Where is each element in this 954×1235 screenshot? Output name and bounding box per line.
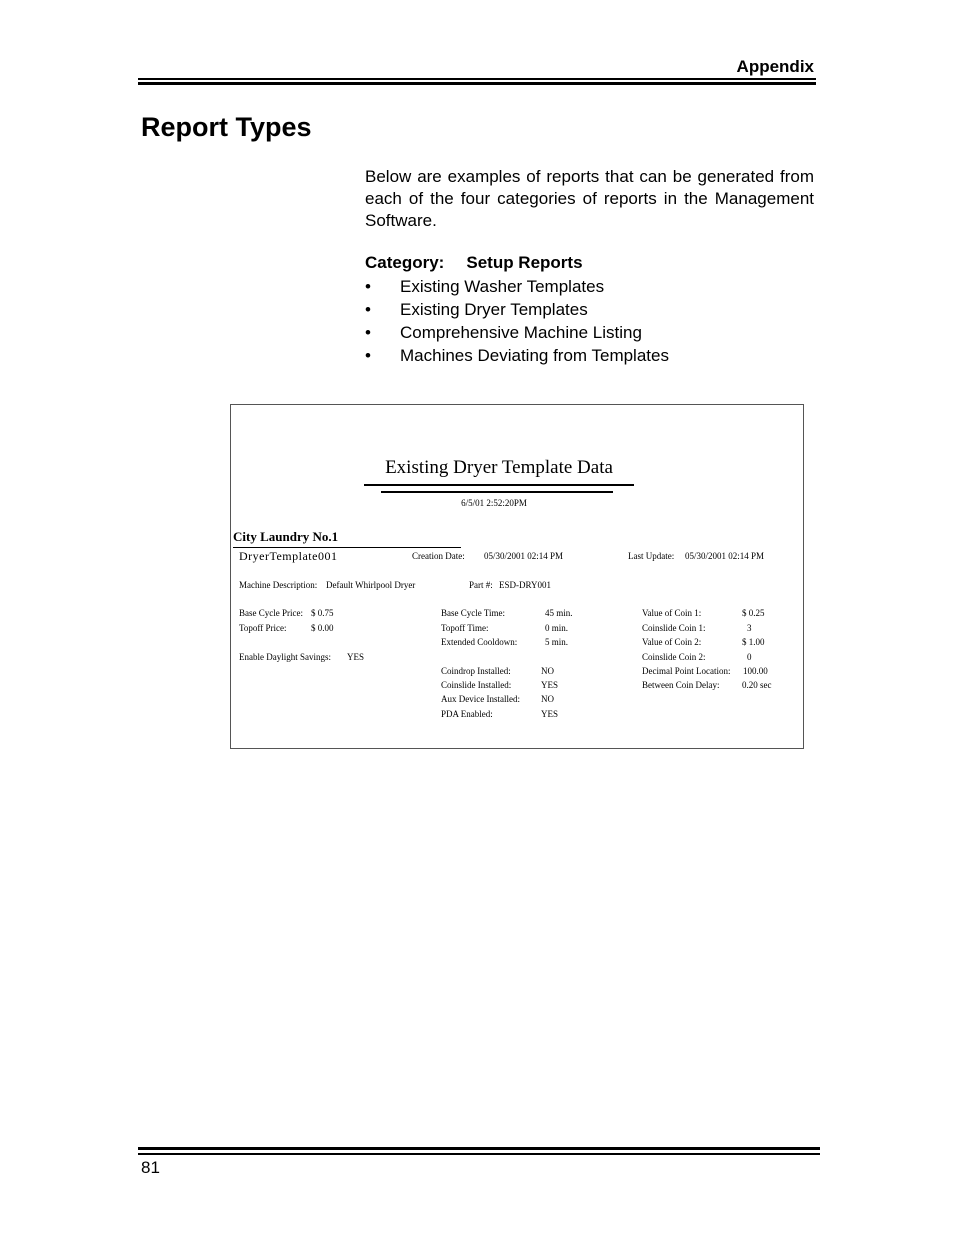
field-value: 5 min.	[545, 637, 569, 647]
field-value: 100.00	[743, 666, 768, 676]
category-line	[365, 253, 583, 273]
list-item	[365, 344, 669, 367]
header-rule-thin	[138, 78, 816, 80]
field-label: Decimal Point Location:	[642, 666, 731, 676]
intro-paragraph: Below are examples of reports that can be generated from each of the four categories of reports in the Management Software.	[365, 167, 814, 230]
bullet-icon: •	[365, 323, 371, 342]
footer-rule-thick	[138, 1147, 820, 1150]
field-value: $ 0.25	[742, 608, 765, 618]
field-value: YES	[541, 680, 559, 690]
creation-date-value: 05/30/2001 02:14 PM	[484, 551, 564, 561]
list-item	[365, 275, 669, 298]
field-value: 0	[747, 652, 752, 662]
field-value: $ 0.00	[311, 623, 334, 633]
report-title-rule	[364, 484, 634, 486]
list-item-label: Machines Deviating from Templates	[400, 346, 669, 365]
category-label: Category:	[365, 253, 445, 272]
field-value: NO	[541, 666, 554, 676]
field-label: Coinslide Coin 2:	[642, 652, 706, 662]
part-number-value: ESD-DRY001	[499, 580, 552, 590]
field-label: Base Cycle Time:	[441, 608, 506, 618]
last-update-value: 05/30/2001 02:14 PM	[685, 551, 765, 561]
page-number: 81	[141, 1158, 160, 1177]
field-label: Enable Daylight Savings:	[239, 652, 331, 662]
field-label: Coinslide Installed:	[441, 680, 512, 690]
field-label: Topoff Time:	[441, 623, 489, 633]
field-value: $ 1.00	[742, 637, 765, 647]
list-item-label: Existing Dryer Templates	[400, 300, 588, 319]
company-name: City Laundry No.1	[233, 529, 339, 544]
field-label: PDA Enabled:	[441, 709, 493, 719]
field-label: Value of Coin 1:	[642, 608, 702, 618]
field-label: Topoff Price:	[239, 623, 287, 633]
category-value: Setup Reports	[466, 253, 583, 272]
list-item	[365, 321, 669, 344]
machine-description-label: Machine Description:	[239, 580, 318, 590]
header-rule-thick	[138, 82, 816, 85]
field-value: $ 0.75	[311, 608, 334, 618]
section-header: Appendix	[736, 57, 814, 76]
field-label: Coinslide Coin 1:	[642, 623, 706, 633]
report-title: Existing Dryer Template Data	[385, 457, 613, 478]
footer-rule-thin	[138, 1153, 820, 1155]
field-value: YES	[347, 652, 365, 662]
field-value: YES	[541, 709, 559, 719]
field-label: Coindrop Installed:	[441, 666, 511, 676]
list-item	[365, 298, 669, 321]
field-label: Value of Coin 2:	[642, 637, 702, 647]
field-label: Between Coin Delay:	[642, 680, 720, 690]
field-label: Base Cycle Price:	[239, 608, 303, 618]
report-title-rule	[381, 491, 613, 493]
bullet-icon: •	[365, 277, 371, 296]
field-value: 0.20 sec	[742, 680, 772, 690]
report-list	[365, 275, 669, 367]
bullet-icon: •	[365, 346, 371, 365]
field-value: 45 min.	[545, 608, 573, 618]
company-rule	[233, 547, 461, 548]
machine-description-value: Default Whirlpool Dryer	[326, 580, 416, 590]
list-item-label: Comprehensive Machine Listing	[400, 323, 642, 342]
report-date: 6/5/01 2:52:20PM	[461, 498, 527, 508]
field-value: 3	[747, 623, 752, 633]
part-number-label: Part #:	[469, 580, 493, 590]
report-screenshot	[230, 404, 804, 749]
field-value: NO	[541, 694, 554, 704]
creation-date-label: Creation Date:	[412, 551, 465, 561]
field-label: Aux Device Installed:	[441, 694, 520, 704]
field-value: 0 min.	[545, 623, 569, 633]
last-update-label: Last Update:	[628, 551, 675, 561]
template-name: DryerTemplate001	[239, 549, 338, 563]
page-title: Report Types	[141, 112, 312, 142]
list-item-label: Existing Washer Templates	[400, 277, 605, 296]
bullet-icon: •	[365, 300, 371, 319]
field-label: Extended Cooldown:	[441, 637, 518, 647]
